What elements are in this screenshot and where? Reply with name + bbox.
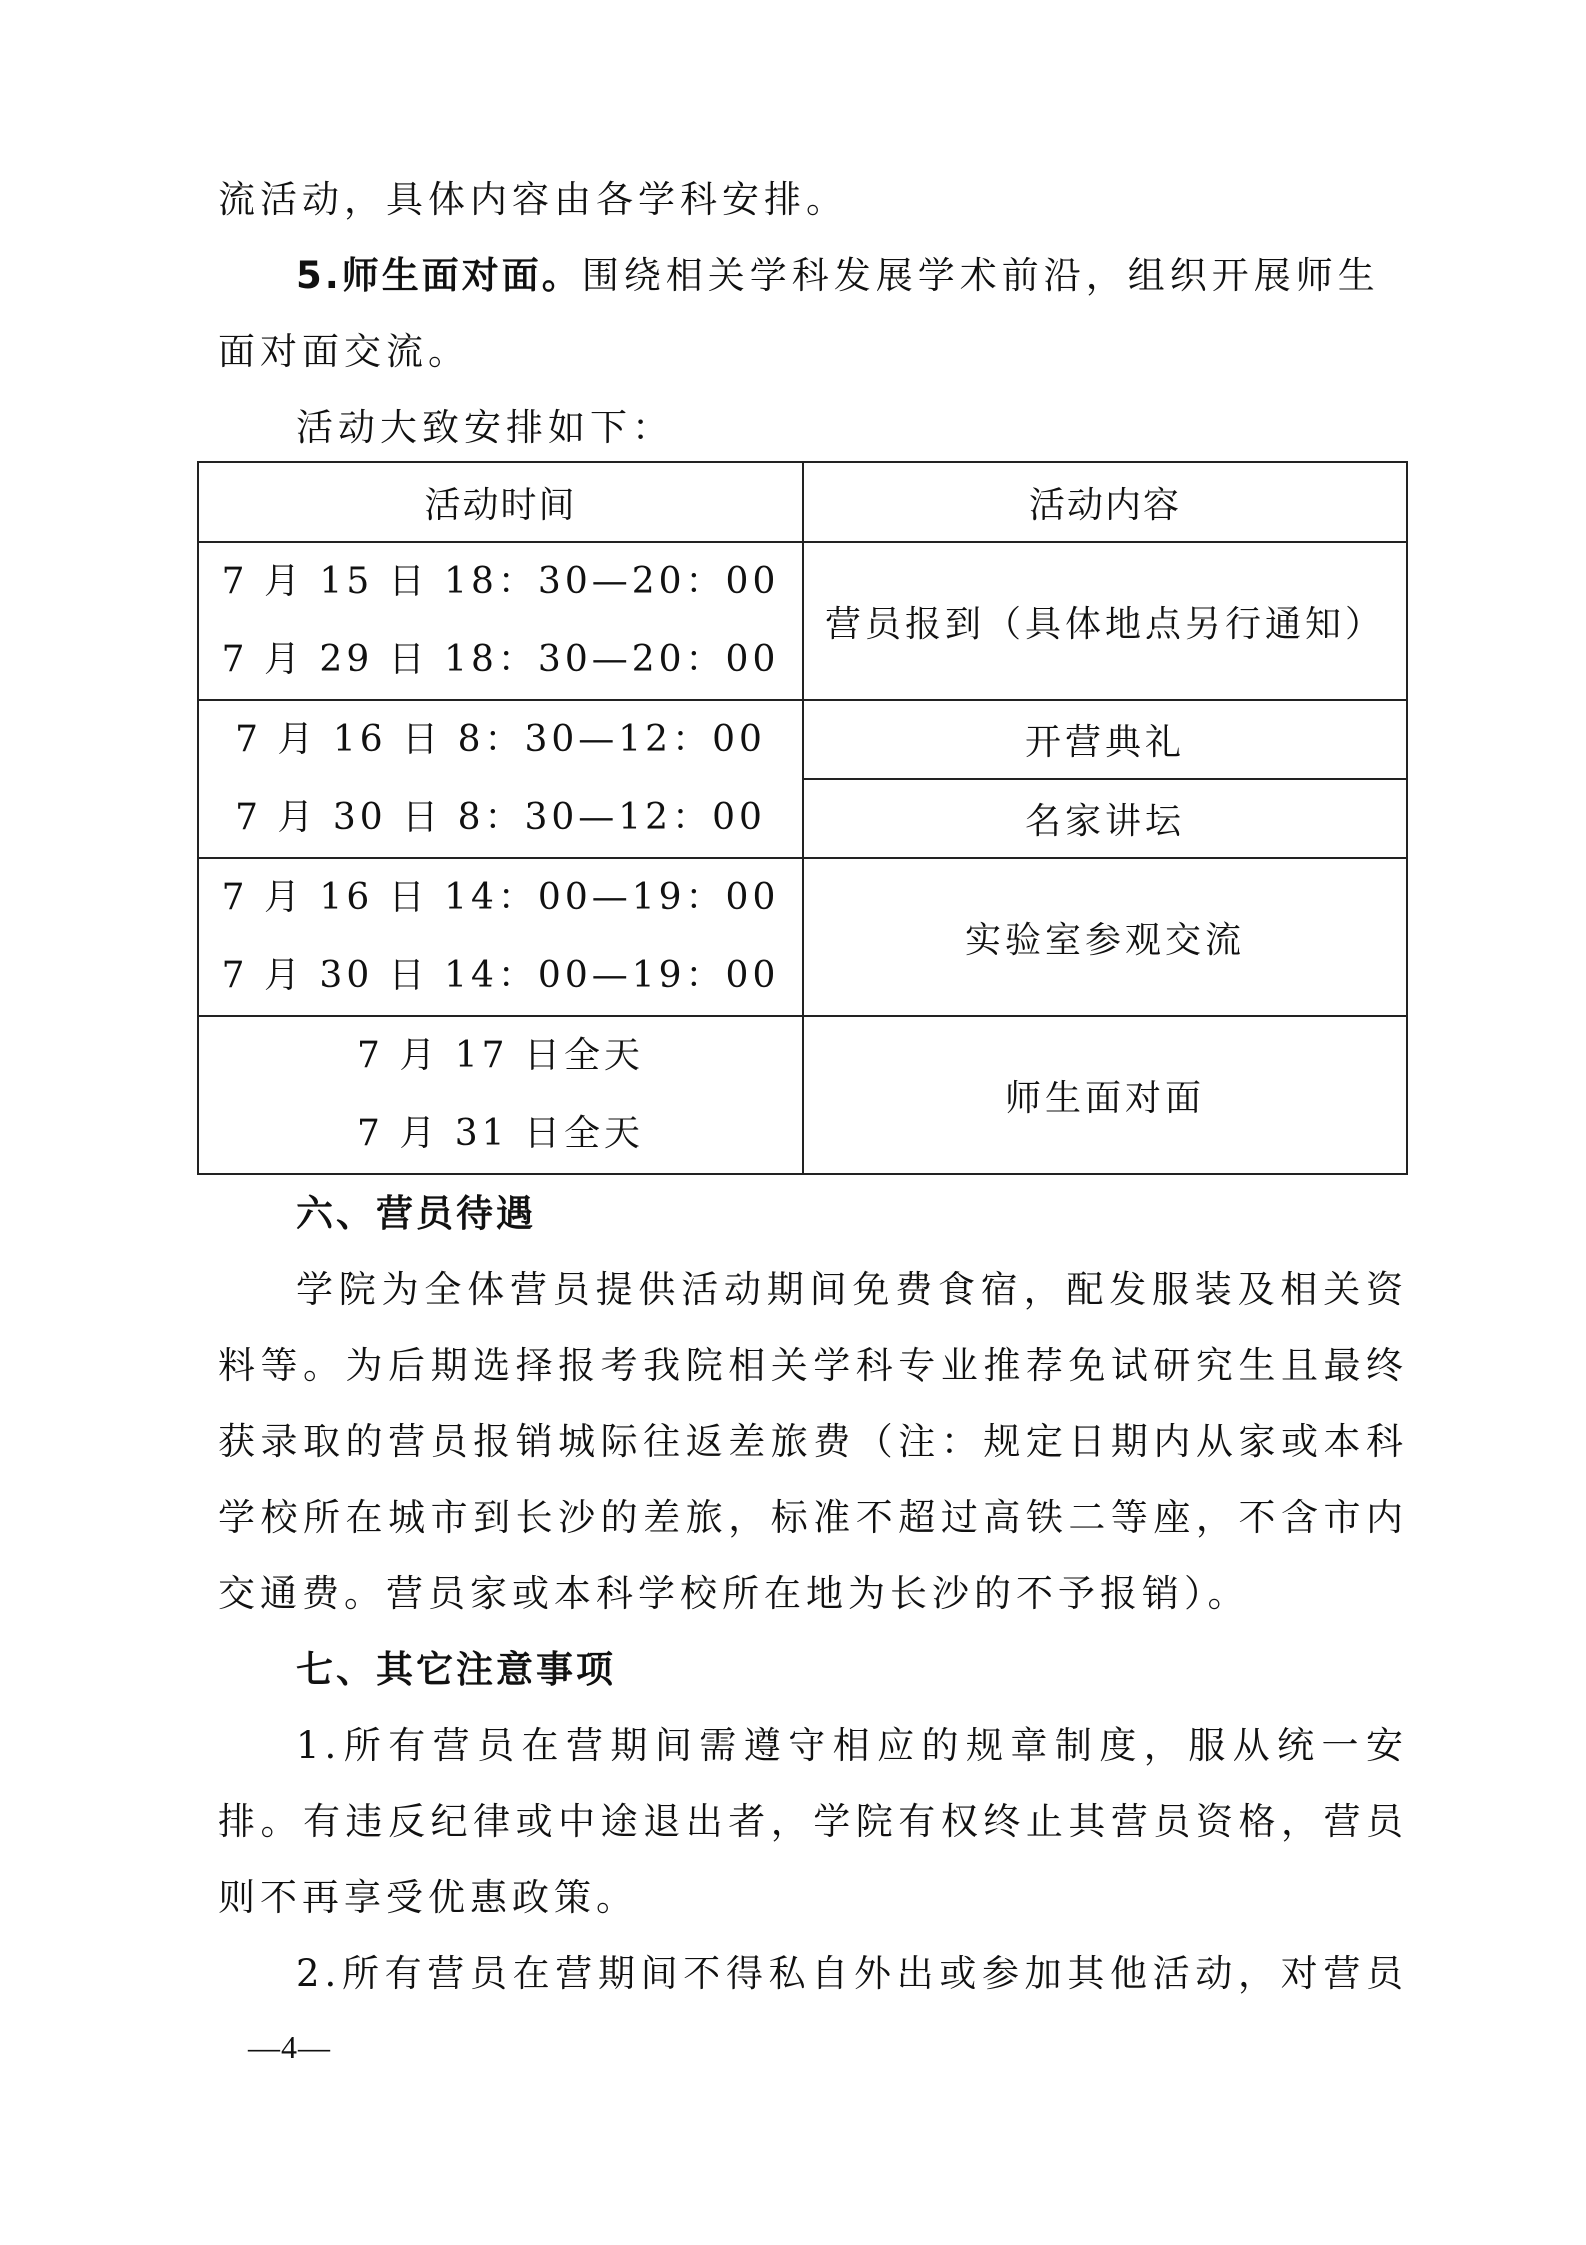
paragraph-line: 流活动，具体内容由各学科安排。 (218, 178, 848, 221)
time-text: 7 月 29 日 18：30—20：00 (221, 639, 780, 680)
time-cell (198, 1016, 803, 1174)
content-text: 营员报到（具体地点另行通知） (824, 603, 1385, 645)
paragraph-line: 则不再享受优惠政策。 (218, 1876, 638, 1919)
content-cell (803, 779, 1407, 858)
time-cell (198, 858, 803, 1016)
paragraph-line: 交通费。营员家或本科学校所在地为长沙的不予报销）。 (218, 1572, 1250, 1615)
paragraph-line: 1.所有营员在营期间需遵守相应的规章制度，服从统一安 (296, 1724, 1408, 1767)
paragraph-line: 面对面交流。 (218, 330, 470, 373)
paragraph-line (296, 252, 1408, 300)
column-header-content: 活动内容 (803, 462, 1407, 542)
table-row (198, 700, 1407, 779)
paragraph-line: 获录取的营员报销城际往返差旅费（注：规定日期内从家或本科 (218, 1420, 1408, 1463)
time-cell (198, 542, 803, 700)
table-row (198, 858, 1407, 1016)
schedule-table-wrapper (197, 461, 1406, 1166)
table-row (198, 542, 1407, 700)
item-title: 5.师生面对面。 (296, 254, 582, 297)
paragraph-line: 学院为全体营员提供活动期间免费食宿，配发服装及相关资 (296, 1268, 1408, 1311)
time-text: 7 月 30 日 8：30—12：00 (235, 797, 766, 838)
page-number: —4— (248, 2029, 331, 2065)
paragraph-line: 排。有违反纪律或中途退出者，学院有权终止其营员资格，营员 (218, 1800, 1408, 1843)
paragraph-line: 学校所在城市到长沙的差旅，标准不超过高铁二等座，不含市内 (218, 1496, 1408, 1539)
time-text: 7 月 30 日 14：00—19：00 (221, 955, 780, 996)
paragraph-line: 料等。为后期选择报考我院相关学科专业推荐免试研究生且最终 (218, 1344, 1408, 1387)
table-row (198, 1016, 1407, 1174)
item-text: 围绕相关学科发展学术前沿，组织开展师生 (581, 254, 1380, 297)
column-header-time: 活动时间 (198, 462, 803, 542)
content-cell (803, 542, 1407, 700)
schedule-table (197, 461, 1408, 1175)
content-cell (803, 858, 1407, 1016)
section-heading: 六、营员待遇 (296, 1192, 536, 1235)
time-text: 7 月 16 日 14：00—19：00 (221, 877, 780, 918)
time-text: 7 月 17 日全天 (356, 1035, 645, 1076)
content-text: 实验室参观交流 (964, 919, 1245, 961)
content-cell (803, 700, 1407, 779)
time-text: 7 月 15 日 18：30—20：00 (221, 561, 780, 602)
paragraph-line: 活动大致安排如下： (296, 406, 674, 449)
time-text: 7 月 31 日全天 (356, 1113, 645, 1154)
content-text: 名家讲坛 (1024, 801, 1185, 842)
table-header-row (198, 462, 1407, 542)
time-text: 7 月 16 日 8：30—12：00 (235, 719, 766, 760)
paragraph-line: 2.所有营员在营期间不得私自外出或参加其他活动，对营员 (296, 1952, 1408, 1995)
content-cell (803, 1016, 1407, 1174)
content-text: 师生面对面 (1004, 1077, 1205, 1119)
time-cell (198, 700, 803, 858)
section-heading: 七、其它注意事项 (296, 1648, 616, 1691)
content-text: 开营典礼 (1024, 722, 1185, 763)
